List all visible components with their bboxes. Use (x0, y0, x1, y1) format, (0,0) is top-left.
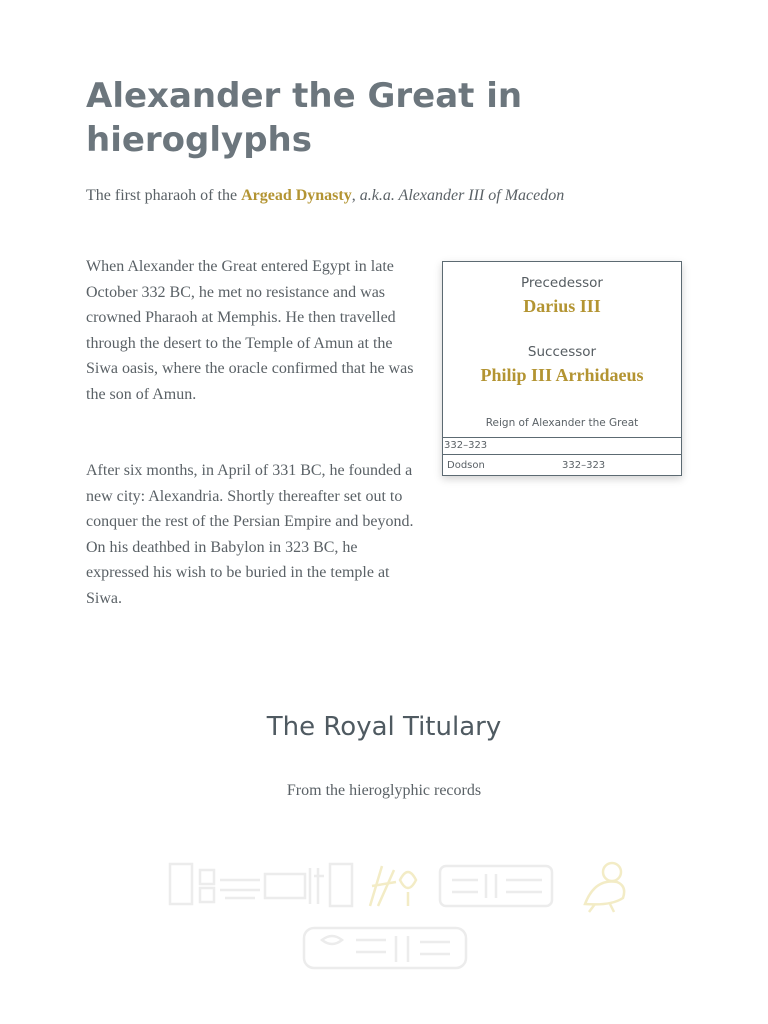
hieroglyph-sedge-bee-glyphs-icon (370, 866, 416, 906)
page-subtitle (86, 185, 564, 207)
reign-row-source: Dodson (447, 460, 485, 471)
hieroglyph-cartouche-icon (304, 928, 466, 968)
body-paragraph-2: After six months, in April of 331 BC, he founded a new city: Alexandria. Shortly thereafter set out to conquer the rest of the Persian Empire and beyond. On his deathbed in Babylon in 323 BC, he expressed his wish to be buried in the temple at Siwa. (86, 462, 414, 607)
predecessor-link[interactable]: Darius III (523, 296, 601, 316)
reign-caption: Reign of Alexander the Great (485, 417, 639, 429)
reign-infobox (442, 261, 682, 476)
reign-row-dates: 332–323 (444, 440, 488, 451)
body-paragraph-1: When Alexander the Great entered Egypt in late October 332 BC, he met no resistance and was crowned Pharaoh at Memphis. He then travelled through the desert to the Temple of Amun at the Siwa oasis, where the oracle confirmed that he was the son of Amun. (86, 258, 414, 403)
hieroglyph-serekh-glyphs-icon (170, 864, 352, 906)
successor-link[interactable]: Philip III Arrhidaeus (480, 365, 644, 385)
section-title: The Royal Titulary (266, 712, 502, 742)
subtitle-separator: , (351, 187, 360, 204)
hieroglyph-bird-glyph-icon (585, 863, 624, 912)
reign-row-dates: 332–323 (562, 460, 606, 471)
hieroglyph-cartouche-glyphs-icon (440, 866, 552, 906)
successor-label: Successor (527, 344, 597, 360)
section-subtitle: From the hieroglyphic records (286, 782, 482, 799)
reign-row (443, 437, 681, 454)
page-title: Alexander the Great in hieroglyphs (86, 76, 523, 160)
predecessor-label: Precedessor (521, 275, 603, 291)
hieroglyph-titulary (0, 850, 768, 980)
reign-row (443, 454, 681, 476)
subtitle-aka: a.k.a. Alexander III of Macedon (359, 187, 565, 204)
subtitle-prefix: The first pharaoh of the (86, 187, 242, 204)
argead-dynasty-link[interactable]: Argead Dynasty (241, 187, 352, 204)
